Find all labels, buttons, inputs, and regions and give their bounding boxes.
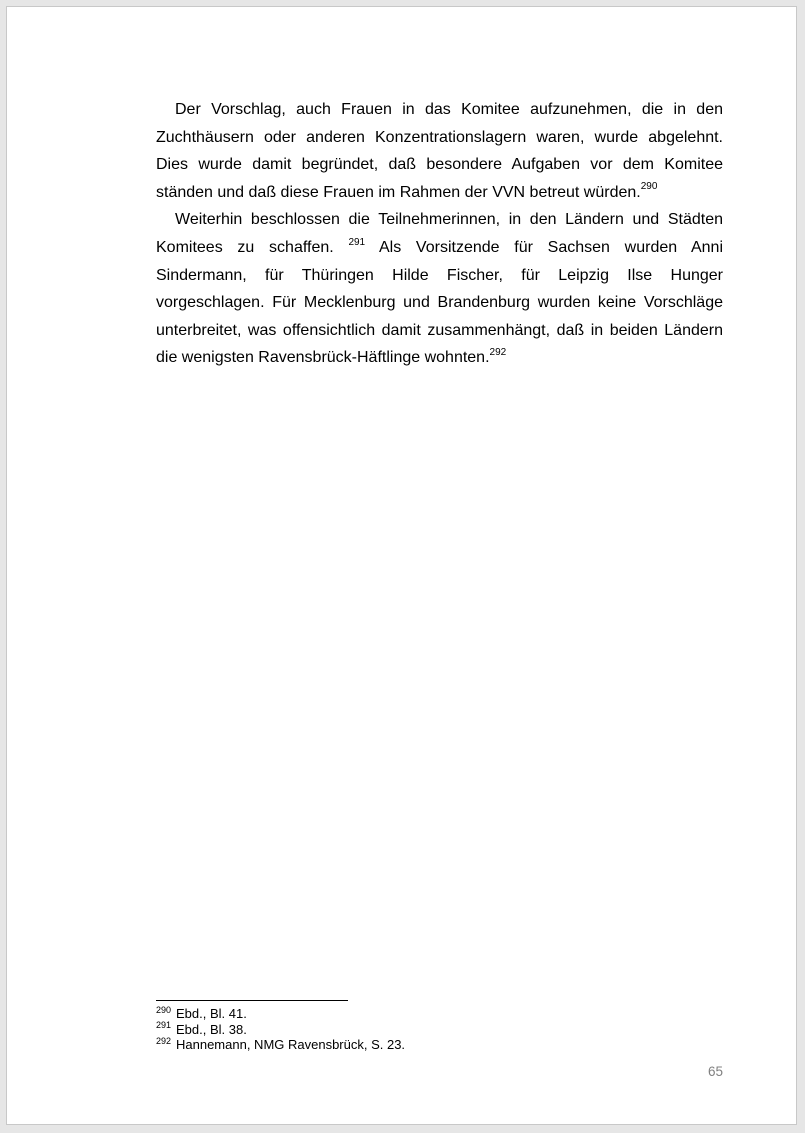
footnote-ref-290[interactable]: 290 (640, 181, 658, 193)
footnote-separator (156, 1000, 348, 1001)
footnote-ref-292[interactable]: 292 (489, 347, 507, 359)
page-number: 65 (707, 1064, 723, 1079)
paragraph-1 (156, 96, 723, 206)
document-page (6, 6, 797, 1125)
paragraph-2-text-part-2: Als Vorsitzende für Sachsen wurden Anni Sindermann, für Thüringen Hilde Fischer, für Leipzig Ilse Hunger vorgeschlagen. Für Mecklenburg und Brandenburg wurden keine Vorschläge unterbreitet, was offensichtlich damit zusammenhängt, daß in beiden Ländern die wenigsten Ravensbrück-Häftlinge wohnten. (156, 238, 724, 367)
footnote-ref-291[interactable]: 291 (348, 236, 366, 248)
footnote-290: $^{290}$ Ebd., Bl. 41. (156, 1004, 247, 1021)
footnote-text: Ebd., Bl. 38. (176, 1021, 247, 1037)
footnote-292: $^{292}$ Hannemann, NMG Ravensbrück, S. 23. (156, 1035, 406, 1052)
paragraph-1-text: Der Vorschlag, auch Frauen in das Komitee aufzunehmen, die in den Zuchthäusern oder anderen Konzentrationslagern waren, wurde abgelehnt. Dies wurde damit begründet, daß besondere Aufgaben vor dem Komitee ständen und daß diese Frauen im Rahmen der VVN betreut würden. (156, 101, 723, 201)
paragraph-2 (156, 206, 723, 372)
footnotes (156, 1006, 716, 1053)
footnote-text: Hannemann, NMG Ravensbrück, S. 23. (176, 1037, 406, 1052)
footnote-text: Ebd., Bl. 41. (176, 1006, 247, 1021)
body-text (156, 96, 723, 372)
paragraph-2-text-part-1: Weiterhin beschlossen die Teilnehmerinnen, in den Ländern und Städten Komitees zu schaffen. (156, 211, 723, 256)
footnote-291: $^{291}$ Ebd., Bl. 38. (156, 1020, 247, 1037)
